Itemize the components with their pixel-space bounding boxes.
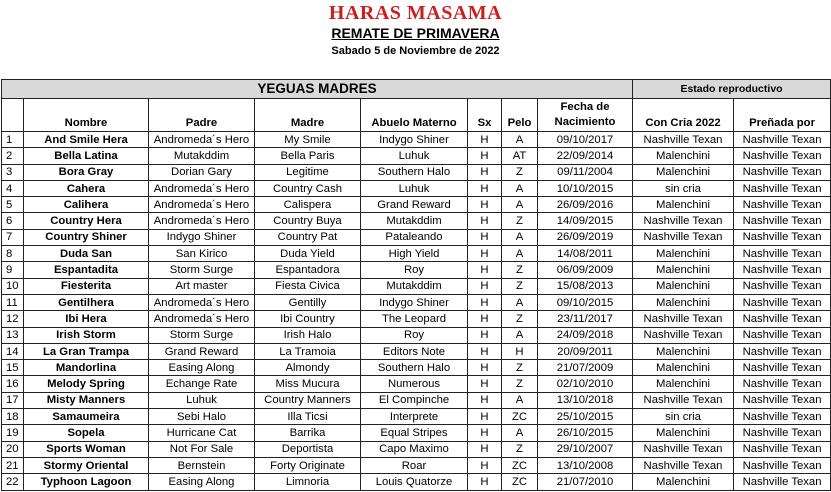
cell-fecha: 26/10/2015 (538, 425, 633, 441)
section-title-estado: Estado reproductivo (633, 80, 831, 99)
cell-num: 20 (2, 441, 24, 457)
cell-pelo: Z (502, 278, 538, 294)
cell-cria: sin cria (633, 409, 734, 425)
cell-padre: Andromeda´s Hero (149, 180, 255, 196)
cell-cria: Nashville Texan (633, 457, 734, 473)
cell-abuelo: Interprete (361, 409, 468, 425)
cell-padre: Indygo Shiner (149, 229, 255, 245)
cell-prenada: Nashville Texan (734, 311, 831, 327)
cell-nombre: Melody Spring (24, 376, 149, 392)
cell-prenada: Nashville Texan (734, 441, 831, 457)
cell-nombre: Typhoon Lagoon (24, 474, 149, 490)
cell-fecha: 09/10/2015 (538, 294, 633, 310)
table-row (2, 132, 831, 148)
cell-sx: H (468, 246, 502, 262)
cell-cria: Malenchini (633, 262, 734, 278)
cell-fecha: 22/09/2014 (538, 148, 633, 164)
cell-num: 6 (2, 213, 24, 229)
cell-madre: Ibi Country (255, 311, 361, 327)
cell-fecha: 25/10/2015 (538, 409, 633, 425)
cell-sx: H (468, 262, 502, 278)
cell-nombre: Samaumeira (24, 409, 149, 425)
cell-abuelo: High Yield (361, 246, 468, 262)
cell-sx: H (468, 213, 502, 229)
cell-madre: Illa Ticsi (255, 409, 361, 425)
cell-madre: Deportista (255, 441, 361, 457)
cell-madre: Country Manners (255, 392, 361, 408)
table-row (2, 262, 831, 278)
cell-abuelo: Numerous (361, 376, 468, 392)
cell-cria: sin cria (633, 180, 734, 196)
cell-fecha: 09/11/2004 (538, 164, 633, 180)
cell-abuelo: Roy (361, 327, 468, 343)
cell-pelo: Z (502, 311, 538, 327)
cell-abuelo: Roy (361, 262, 468, 278)
cell-madre: Limnoria (255, 474, 361, 490)
cell-padre: Echange Rate (149, 376, 255, 392)
cell-abuelo: Roar (361, 457, 468, 473)
cell-pelo: Z (502, 164, 538, 180)
cell-madre: Barrika (255, 425, 361, 441)
table-row (2, 311, 831, 327)
cell-nombre: Sopela (24, 425, 149, 441)
cell-num: 4 (2, 180, 24, 196)
cell-nombre: Bora Gray (24, 164, 149, 180)
cell-prenada: Nashville Texan (734, 425, 831, 441)
cell-fecha: 13/10/2008 (538, 457, 633, 473)
cell-padre: Storm Surge (149, 262, 255, 278)
cell-prenada: Nashville Texan (734, 294, 831, 310)
cell-cria: Malenchini (633, 425, 734, 441)
cell-padre: Grand Reward (149, 343, 255, 359)
table-row (2, 474, 831, 490)
cell-cria: Nashville Texan (633, 311, 734, 327)
cell-sx: H (468, 294, 502, 310)
cell-abuelo: Capo Maximo (361, 441, 468, 457)
cell-num: 16 (2, 376, 24, 392)
cell-pelo: A (502, 180, 538, 196)
cell-cria: Nashville Texan (633, 213, 734, 229)
table-row (2, 425, 831, 441)
cell-pelo: Z (502, 213, 538, 229)
cell-num: 15 (2, 360, 24, 376)
cell-num: 18 (2, 409, 24, 425)
cell-prenada: Nashville Texan (734, 262, 831, 278)
cell-cria: Malenchini (633, 164, 734, 180)
table-row (2, 327, 831, 343)
col-header-fecha-line1: Fecha de (560, 101, 610, 113)
cell-sx: H (468, 425, 502, 441)
col-header-num (2, 99, 24, 132)
cell-pelo: A (502, 392, 538, 408)
cell-cria: Malenchini (633, 246, 734, 262)
table-row (2, 376, 831, 392)
cell-padre: Andromeda´s Hero (149, 132, 255, 148)
table-row (2, 457, 831, 473)
cell-abuelo: The Leopard (361, 311, 468, 327)
cell-madre: Calispera (255, 197, 361, 213)
cell-prenada: Nashville Texan (734, 327, 831, 343)
cell-padre: Storm Surge (149, 327, 255, 343)
table-row (2, 360, 831, 376)
cell-nombre: Fiesterita (24, 278, 149, 294)
cell-madre: My Smile (255, 132, 361, 148)
cell-padre: Luhuk (149, 392, 255, 408)
cell-fecha: 02/10/2010 (538, 376, 633, 392)
cell-prenada: Nashville Texan (734, 132, 831, 148)
mares-table (1, 79, 831, 491)
cell-num: 11 (2, 294, 24, 310)
table-row (2, 278, 831, 294)
cell-sx: H (468, 441, 502, 457)
cell-num: 7 (2, 229, 24, 245)
cell-nombre: Cahera (24, 180, 149, 196)
cell-abuelo: Southern Halo (361, 164, 468, 180)
cell-pelo: A (502, 246, 538, 262)
cell-prenada: Nashville Texan (734, 343, 831, 359)
cell-prenada: Nashville Texan (734, 180, 831, 196)
cell-fecha: 21/07/2009 (538, 360, 633, 376)
cell-madre: Fiesta Civica (255, 278, 361, 294)
table-row (2, 409, 831, 425)
section-title-yeguas: YEGUAS MADRES (2, 80, 633, 99)
cell-padre: Bernstein (149, 457, 255, 473)
cell-pelo: A (502, 132, 538, 148)
cell-nombre: La Gran Trampa (24, 343, 149, 359)
cell-nombre: Bella Latina (24, 148, 149, 164)
cell-abuelo: Indygo Shiner (361, 294, 468, 310)
cell-padre: Easing Along (149, 474, 255, 490)
cell-fecha: 06/09/2009 (538, 262, 633, 278)
cell-nombre: Mandorlina (24, 360, 149, 376)
cell-fecha: 20/09/2011 (538, 343, 633, 359)
cell-sx: H (468, 360, 502, 376)
cell-num: 13 (2, 327, 24, 343)
cell-cria: Nashville Texan (633, 132, 734, 148)
cell-padre: Hurricane Cat (149, 425, 255, 441)
cell-cria: Malenchini (633, 294, 734, 310)
cell-madre: Espantadora (255, 262, 361, 278)
cell-pelo: Z (502, 262, 538, 278)
col-header-abuelo: Abuelo Materno (361, 99, 468, 132)
col-header-cria: Con Cria 2022 (633, 99, 734, 132)
cell-nombre: Espantadita (24, 262, 149, 278)
cell-padre: Easing Along (149, 360, 255, 376)
cell-madre: Country Cash (255, 180, 361, 196)
cell-pelo: A (502, 425, 538, 441)
cell-prenada: Nashville Texan (734, 409, 831, 425)
cell-sx: H (468, 474, 502, 490)
cell-fecha: 10/10/2015 (538, 180, 633, 196)
col-header-madre: Madre (255, 99, 361, 132)
cell-abuelo: Equal Stripes (361, 425, 468, 441)
cell-padre: San Kirico (149, 246, 255, 262)
cell-num: 3 (2, 164, 24, 180)
cell-nombre: Calihera (24, 197, 149, 213)
cell-abuelo: Grand Reward (361, 197, 468, 213)
cell-pelo: Z (502, 376, 538, 392)
cell-num: 8 (2, 246, 24, 262)
table-row (2, 148, 831, 164)
cell-pelo: ZC (502, 409, 538, 425)
cell-nombre: Gentilhera (24, 294, 149, 310)
table-row (2, 392, 831, 408)
cell-padre: Mutakddim (149, 148, 255, 164)
table-row (2, 229, 831, 245)
cell-num: 10 (2, 278, 24, 294)
cell-cria: Nashville Texan (633, 392, 734, 408)
cell-abuelo: Luhuk (361, 148, 468, 164)
cell-cria: Malenchini (633, 278, 734, 294)
cell-fecha: 29/10/2007 (538, 441, 633, 457)
cell-padre: Andromeda´s Hero (149, 311, 255, 327)
table-row (2, 441, 831, 457)
cell-prenada: Nashville Texan (734, 164, 831, 180)
cell-num: 19 (2, 425, 24, 441)
cell-nombre: Irish Storm (24, 327, 149, 343)
auction-subtitle: REMATE DE PRIMAVERA (331, 25, 500, 41)
cell-prenada: Nashville Texan (734, 474, 831, 490)
cell-madre: La Tramoia (255, 343, 361, 359)
cell-padre: Art master (149, 278, 255, 294)
cell-madre: Bella Paris (255, 148, 361, 164)
cell-nombre: And Smile Hera (24, 132, 149, 148)
cell-madre: Forty Originate (255, 457, 361, 473)
cell-nombre: Country Hera (24, 213, 149, 229)
cell-prenada: Nashville Texan (734, 376, 831, 392)
cell-padre: Dorian Gary (149, 164, 255, 180)
cell-prenada: Nashville Texan (734, 457, 831, 473)
cell-sx: H (468, 457, 502, 473)
col-header-fecha (538, 99, 633, 132)
cell-prenada: Nashville Texan (734, 278, 831, 294)
cell-fecha: 26/09/2016 (538, 197, 633, 213)
cell-nombre: Stormy Oriental (24, 457, 149, 473)
cell-fecha: 26/09/2019 (538, 229, 633, 245)
cell-madre: Miss Mucura (255, 376, 361, 392)
cell-pelo: A (502, 229, 538, 245)
cell-prenada: Nashville Texan (734, 229, 831, 245)
cell-fecha: 15/08/2013 (538, 278, 633, 294)
cell-madre: Almondy (255, 360, 361, 376)
cell-cria: Malenchini (633, 148, 734, 164)
cell-fecha: 09/10/2017 (538, 132, 633, 148)
table-row (2, 164, 831, 180)
cell-cria: Nashville Texan (633, 441, 734, 457)
col-header-padre: Padre (149, 99, 255, 132)
cell-num: 12 (2, 311, 24, 327)
cell-sx: H (468, 197, 502, 213)
col-header-pelo: Pelo (502, 99, 538, 132)
section-band-row (2, 80, 831, 99)
cell-pelo: Z (502, 441, 538, 457)
cell-sx: H (468, 148, 502, 164)
cell-cria: Malenchini (633, 474, 734, 490)
table-row (2, 294, 831, 310)
cell-prenada: Nashville Texan (734, 197, 831, 213)
cell-num: 1 (2, 132, 24, 148)
cell-num: 14 (2, 343, 24, 359)
cell-padre: Andromeda´s Hero (149, 213, 255, 229)
cell-pelo: Z (502, 360, 538, 376)
cell-abuelo: Luhuk (361, 180, 468, 196)
cell-prenada: Nashville Texan (734, 213, 831, 229)
cell-nombre: Ibi Hera (24, 311, 149, 327)
cell-cria: Malenchini (633, 376, 734, 392)
col-header-sx: Sx (468, 99, 502, 132)
mares-table-body (2, 80, 831, 491)
cell-pelo: ZC (502, 474, 538, 490)
cell-abuelo: Indygo Shiner (361, 132, 468, 148)
cell-num: 21 (2, 457, 24, 473)
cell-sx: H (468, 376, 502, 392)
cell-padre: Not For Sale (149, 441, 255, 457)
col-header-nombre: Nombre (24, 99, 149, 132)
cell-cria: Malenchini (633, 343, 734, 359)
cell-fecha: 24/09/2018 (538, 327, 633, 343)
cell-pelo: H (502, 343, 538, 359)
table-row (2, 213, 831, 229)
cell-cria: Malenchini (633, 360, 734, 376)
cell-sx: H (468, 132, 502, 148)
cell-pelo: A (502, 327, 538, 343)
cell-abuelo: Mutakddim (361, 278, 468, 294)
cell-pelo: A (502, 294, 538, 310)
cell-abuelo: Louis Quatorze (361, 474, 468, 490)
cell-sx: H (468, 343, 502, 359)
col-header-fecha-line2: Nacimiento (554, 116, 616, 128)
cell-fecha: 23/11/2017 (538, 311, 633, 327)
cell-cria: Nashville Texan (633, 229, 734, 245)
cell-abuelo: Pataleando (361, 229, 468, 245)
cell-num: 2 (2, 148, 24, 164)
cell-pelo: ZC (502, 457, 538, 473)
table-row (2, 246, 831, 262)
cell-nombre: Sports Woman (24, 441, 149, 457)
cell-madre: Duda Yield (255, 246, 361, 262)
cell-num: 22 (2, 474, 24, 490)
col-header-prenada: Preñada por (734, 99, 831, 132)
cell-cria: Nashville Texan (633, 327, 734, 343)
cell-sx: H (468, 278, 502, 294)
cell-sx: H (468, 229, 502, 245)
cell-nombre: Country Shiner (24, 229, 149, 245)
cell-sx: H (468, 327, 502, 343)
cell-madre: Legitime (255, 164, 361, 180)
cell-madre: Irish Halo (255, 327, 361, 343)
cell-prenada: Nashville Texan (734, 148, 831, 164)
column-header-row (2, 99, 831, 132)
cell-padre: Sebi Halo (149, 409, 255, 425)
cell-abuelo: Editors Note (361, 343, 468, 359)
cell-fecha: 14/09/2015 (538, 213, 633, 229)
cell-fecha: 14/08/2011 (538, 246, 633, 262)
cell-sx: H (468, 409, 502, 425)
cell-madre: Country Buya (255, 213, 361, 229)
cell-cria: Malenchini (633, 197, 734, 213)
cell-sx: H (468, 311, 502, 327)
cell-abuelo: El Compinche (361, 392, 468, 408)
cell-nombre: Duda San (24, 246, 149, 262)
cell-nombre: Misty Manners (24, 392, 149, 408)
page-title: HARAS MASAMA (328, 2, 503, 24)
cell-madre: Gentilly (255, 294, 361, 310)
cell-prenada: Nashville Texan (734, 246, 831, 262)
cell-sx: H (468, 164, 502, 180)
cell-prenada: Nashville Texan (734, 392, 831, 408)
cell-num: 9 (2, 262, 24, 278)
cell-prenada: Nashville Texan (734, 360, 831, 376)
table-row (2, 180, 831, 196)
cell-abuelo: Southern Halo (361, 360, 468, 376)
auction-date: Sabado 5 de Noviembre de 2022 (331, 45, 500, 57)
cell-num: 5 (2, 197, 24, 213)
cell-sx: H (468, 392, 502, 408)
table-row (2, 197, 831, 213)
cell-pelo: AT (502, 148, 538, 164)
cell-num: 17 (2, 392, 24, 408)
cell-sx: H (468, 180, 502, 196)
cell-fecha: 13/10/2018 (538, 392, 633, 408)
cell-padre: Andromeda´s Hero (149, 294, 255, 310)
cell-pelo: A (502, 197, 538, 213)
cell-madre: Country Pat (255, 229, 361, 245)
cell-abuelo: Mutakddim (361, 213, 468, 229)
cell-fecha: 21/07/2010 (538, 474, 633, 490)
table-row (2, 343, 831, 359)
cell-padre: Andromeda´s Hero (149, 197, 255, 213)
